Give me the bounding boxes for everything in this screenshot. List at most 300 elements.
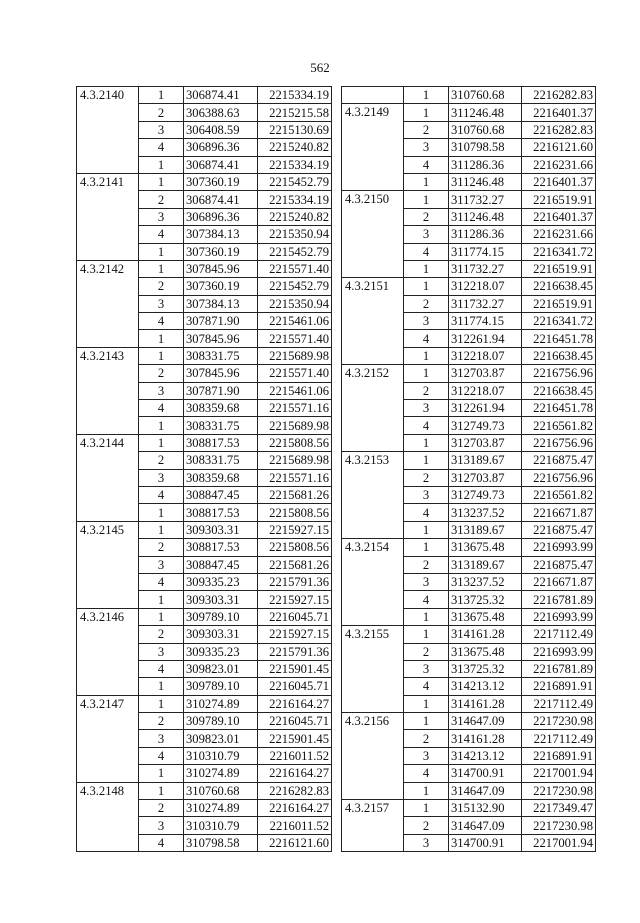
y-coordinate: 2215350.94 — [258, 295, 332, 312]
x-coordinate: 314700.91 — [449, 765, 522, 782]
y-coordinate: 2215461.06 — [258, 382, 332, 399]
x-coordinate: 314647.09 — [449, 817, 522, 834]
vertex-number: 3 — [404, 486, 449, 503]
plot-id: 4.3.2153 — [342, 452, 404, 539]
y-coordinate: 2217230.98 — [522, 782, 596, 799]
y-coordinate: 2216121.60 — [522, 139, 596, 156]
y-coordinate: 2215681.26 — [258, 556, 332, 573]
plot-id: 4.3.2155 — [342, 626, 404, 713]
x-coordinate: 307871.90 — [184, 313, 258, 330]
y-coordinate: 2215571.40 — [258, 330, 332, 347]
x-coordinate: 309335.23 — [184, 573, 258, 590]
x-coordinate: 314161.28 — [449, 695, 522, 712]
plot-id: 4.3.2145 — [77, 521, 139, 608]
y-coordinate: 2215791.36 — [258, 643, 332, 660]
page-number: 562 — [310, 60, 330, 75]
y-coordinate: 2216891.91 — [522, 678, 596, 695]
x-coordinate: 313189.67 — [449, 521, 522, 538]
vertex-number: 3 — [404, 747, 449, 764]
x-coordinate: 308331.75 — [184, 417, 258, 434]
x-coordinate: 306874.41 — [184, 191, 258, 208]
vertex-number: 3 — [404, 226, 449, 243]
vertex-number: 3 — [139, 469, 184, 486]
y-coordinate: 2217112.49 — [522, 730, 596, 747]
x-coordinate: 307384.13 — [184, 226, 258, 243]
y-coordinate: 2215901.45 — [258, 660, 332, 677]
table-row — [77, 434, 332, 451]
x-coordinate: 307845.96 — [184, 330, 258, 347]
x-coordinate: 308817.53 — [184, 504, 258, 521]
vertex-number: 4 — [404, 591, 449, 608]
vertex-number: 3 — [404, 660, 449, 677]
x-coordinate: 307845.96 — [184, 365, 258, 382]
vertex-number: 3 — [139, 295, 184, 312]
y-coordinate: 2216638.45 — [522, 382, 596, 399]
coordinate-table-right — [341, 86, 596, 852]
table-row — [77, 608, 332, 625]
y-coordinate: 2216164.27 — [258, 800, 332, 817]
plot-id: 4.3.2140 — [77, 87, 139, 174]
vertex-number: 1 — [404, 608, 449, 625]
y-coordinate: 2215927.15 — [258, 626, 332, 643]
table-row — [342, 278, 596, 295]
vertex-number: 3 — [404, 573, 449, 590]
vertex-number: 1 — [139, 173, 184, 190]
vertex-number: 2 — [139, 713, 184, 730]
vertex-number: 3 — [139, 208, 184, 225]
x-coordinate: 312749.73 — [449, 417, 522, 434]
plot-id: 4.3.2146 — [77, 608, 139, 695]
vertex-number: 4 — [139, 139, 184, 156]
vertex-number: 4 — [139, 573, 184, 590]
table-row — [342, 539, 596, 556]
vertex-number: 2 — [139, 539, 184, 556]
plot-id: 4.3.2148 — [77, 782, 139, 852]
y-coordinate: 2217112.49 — [522, 626, 596, 643]
vertex-number: 2 — [139, 365, 184, 382]
x-coordinate: 311286.36 — [449, 156, 522, 173]
y-coordinate: 2216282.83 — [258, 782, 332, 799]
x-coordinate: 310760.68 — [449, 121, 522, 138]
table-row — [77, 260, 332, 277]
vertex-number: 2 — [404, 469, 449, 486]
x-coordinate: 311286.36 — [449, 226, 522, 243]
vertex-number: 4 — [139, 747, 184, 764]
vertex-number: 1 — [139, 782, 184, 799]
vertex-number: 1 — [139, 504, 184, 521]
x-coordinate: 312749.73 — [449, 486, 522, 503]
x-coordinate: 312703.87 — [449, 434, 522, 451]
plot-id — [342, 87, 404, 104]
x-coordinate: 311246.48 — [449, 208, 522, 225]
x-coordinate: 308817.53 — [184, 539, 258, 556]
x-coordinate: 310274.89 — [184, 695, 258, 712]
y-coordinate: 2217230.98 — [522, 817, 596, 834]
x-coordinate: 308817.53 — [184, 434, 258, 451]
vertex-number: 4 — [404, 330, 449, 347]
x-coordinate: 311774.15 — [449, 243, 522, 260]
x-coordinate: 313725.32 — [449, 591, 522, 608]
y-coordinate: 2215334.19 — [258, 156, 332, 173]
vertex-number: 3 — [139, 643, 184, 660]
x-coordinate: 314647.09 — [449, 713, 522, 730]
y-coordinate: 2215808.56 — [258, 504, 332, 521]
y-coordinate: 2215927.15 — [258, 591, 332, 608]
table-row — [342, 800, 596, 817]
y-coordinate: 2216671.87 — [522, 573, 596, 590]
vertex-number: 1 — [139, 417, 184, 434]
vertex-number: 3 — [139, 121, 184, 138]
vertex-number: 2 — [139, 452, 184, 469]
y-coordinate: 2216561.82 — [522, 486, 596, 503]
x-coordinate: 307871.90 — [184, 382, 258, 399]
y-coordinate: 2216993.99 — [522, 539, 596, 556]
table-row — [342, 87, 596, 104]
vertex-number: 4 — [139, 486, 184, 503]
table-row — [342, 713, 596, 730]
table-row — [77, 347, 332, 364]
vertex-number: 4 — [139, 226, 184, 243]
vertex-number: 1 — [404, 800, 449, 817]
x-coordinate: 307845.96 — [184, 260, 258, 277]
x-coordinate: 306896.36 — [184, 208, 258, 225]
y-coordinate: 2216121.60 — [258, 834, 332, 851]
y-coordinate: 2216231.66 — [522, 226, 596, 243]
vertex-number: 4 — [404, 156, 449, 173]
y-coordinate: 2216282.83 — [522, 87, 596, 104]
y-coordinate: 2216341.72 — [522, 313, 596, 330]
x-coordinate: 310760.68 — [184, 782, 258, 799]
vertex-number: 4 — [404, 504, 449, 521]
y-coordinate: 2216401.37 — [522, 173, 596, 190]
x-coordinate: 313725.32 — [449, 660, 522, 677]
x-coordinate: 309789.10 — [184, 608, 258, 625]
vertex-number: 3 — [139, 382, 184, 399]
vertex-number: 1 — [404, 260, 449, 277]
x-coordinate: 310798.58 — [449, 139, 522, 156]
table-row — [342, 452, 596, 469]
y-coordinate: 2216875.47 — [522, 556, 596, 573]
table-row — [77, 695, 332, 712]
x-coordinate: 313675.48 — [449, 608, 522, 625]
vertex-number: 3 — [404, 139, 449, 156]
x-coordinate: 308847.45 — [184, 556, 258, 573]
y-coordinate: 2217112.49 — [522, 695, 596, 712]
vertex-number: 3 — [404, 400, 449, 417]
y-coordinate: 2216638.45 — [522, 347, 596, 364]
y-coordinate: 2216519.91 — [522, 295, 596, 312]
vertex-number: 1 — [404, 365, 449, 382]
x-coordinate: 312703.87 — [449, 469, 522, 486]
vertex-number: 2 — [404, 121, 449, 138]
vertex-number: 4 — [404, 678, 449, 695]
vertex-number: 1 — [139, 347, 184, 364]
x-coordinate: 314213.12 — [449, 678, 522, 695]
y-coordinate: 2216045.71 — [258, 713, 332, 730]
x-coordinate: 314700.91 — [449, 834, 522, 851]
x-coordinate: 308359.68 — [184, 400, 258, 417]
y-coordinate: 2216451.78 — [522, 400, 596, 417]
x-coordinate: 313189.67 — [449, 556, 522, 573]
x-coordinate: 310274.89 — [184, 765, 258, 782]
y-coordinate: 2216781.89 — [522, 591, 596, 608]
x-coordinate: 312703.87 — [449, 365, 522, 382]
vertex-number: 1 — [404, 695, 449, 712]
plot-id: 4.3.2151 — [342, 278, 404, 365]
x-coordinate: 307360.19 — [184, 278, 258, 295]
y-coordinate: 2216875.47 — [522, 452, 596, 469]
table-row — [77, 173, 332, 190]
table-row — [342, 104, 596, 121]
x-coordinate: 308331.75 — [184, 347, 258, 364]
vertex-number: 2 — [139, 800, 184, 817]
vertex-number: 3 — [139, 556, 184, 573]
y-coordinate: 2215452.79 — [258, 243, 332, 260]
vertex-number: 1 — [404, 539, 449, 556]
vertex-number: 4 — [404, 243, 449, 260]
x-coordinate: 309303.31 — [184, 591, 258, 608]
x-coordinate: 314213.12 — [449, 747, 522, 764]
x-coordinate: 311246.48 — [449, 173, 522, 190]
vertex-number: 1 — [404, 104, 449, 121]
y-coordinate: 2215240.82 — [258, 208, 332, 225]
plot-id: 4.3.2141 — [77, 173, 139, 260]
table-row — [77, 782, 332, 799]
x-coordinate: 314161.28 — [449, 730, 522, 747]
vertex-number: 1 — [404, 87, 449, 104]
x-coordinate: 310310.79 — [184, 747, 258, 764]
y-coordinate: 2216341.72 — [522, 243, 596, 260]
y-coordinate: 2216993.99 — [522, 608, 596, 625]
x-coordinate: 306408.59 — [184, 121, 258, 138]
y-coordinate: 2215452.79 — [258, 173, 332, 190]
x-coordinate: 310760.68 — [449, 87, 522, 104]
y-coordinate: 2216045.71 — [258, 608, 332, 625]
x-coordinate: 312218.07 — [449, 278, 522, 295]
x-coordinate: 306388.63 — [184, 104, 258, 121]
vertex-number: 1 — [139, 765, 184, 782]
y-coordinate: 2217230.98 — [522, 713, 596, 730]
x-coordinate: 306874.41 — [184, 87, 258, 104]
vertex-number: 1 — [139, 156, 184, 173]
y-coordinate: 2215689.98 — [258, 417, 332, 434]
y-coordinate: 2216519.91 — [522, 260, 596, 277]
vertex-number: 1 — [139, 678, 184, 695]
vertex-number: 2 — [139, 626, 184, 643]
x-coordinate: 309303.31 — [184, 626, 258, 643]
vertex-number: 1 — [404, 452, 449, 469]
y-coordinate: 2216781.89 — [522, 660, 596, 677]
vertex-number: 4 — [404, 765, 449, 782]
y-coordinate: 2215334.19 — [258, 87, 332, 104]
x-coordinate: 313675.48 — [449, 539, 522, 556]
plot-id: 4.3.2142 — [77, 260, 139, 347]
y-coordinate: 2216756.96 — [522, 365, 596, 382]
y-coordinate: 2215571.16 — [258, 469, 332, 486]
y-coordinate: 2216011.52 — [258, 817, 332, 834]
y-coordinate: 2215452.79 — [258, 278, 332, 295]
x-coordinate: 310798.58 — [184, 834, 258, 851]
vertex-number: 4 — [139, 400, 184, 417]
plot-id: 4.3.2149 — [342, 104, 404, 191]
vertex-number: 1 — [404, 626, 449, 643]
x-coordinate: 309789.10 — [184, 713, 258, 730]
x-coordinate: 313675.48 — [449, 643, 522, 660]
x-coordinate: 312261.94 — [449, 400, 522, 417]
x-coordinate: 310274.89 — [184, 800, 258, 817]
x-coordinate: 306896.36 — [184, 139, 258, 156]
y-coordinate: 2215689.98 — [258, 347, 332, 364]
vertex-number: 1 — [139, 521, 184, 538]
vertex-number: 2 — [404, 295, 449, 312]
y-coordinate: 2215571.40 — [258, 365, 332, 382]
y-coordinate: 2215350.94 — [258, 226, 332, 243]
vertex-number: 1 — [404, 278, 449, 295]
coordinate-table-left — [76, 86, 332, 852]
y-coordinate: 2215681.26 — [258, 486, 332, 503]
x-coordinate: 307360.19 — [184, 243, 258, 260]
y-coordinate: 2216519.91 — [522, 191, 596, 208]
plot-id: 4.3.2154 — [342, 539, 404, 626]
vertex-number: 2 — [404, 730, 449, 747]
x-coordinate: 309823.01 — [184, 660, 258, 677]
x-coordinate: 314161.28 — [449, 626, 522, 643]
vertex-number: 3 — [139, 730, 184, 747]
y-coordinate: 2216045.71 — [258, 678, 332, 695]
y-coordinate: 2215571.16 — [258, 400, 332, 417]
y-coordinate: 2215240.82 — [258, 139, 332, 156]
y-coordinate: 2216282.83 — [522, 121, 596, 138]
vertex-number: 1 — [139, 330, 184, 347]
y-coordinate: 2216561.82 — [522, 417, 596, 434]
y-coordinate: 2216756.96 — [522, 434, 596, 451]
vertex-number: 1 — [139, 608, 184, 625]
vertex-number: 1 — [404, 191, 449, 208]
vertex-number: 2 — [404, 382, 449, 399]
vertex-number: 3 — [404, 834, 449, 851]
x-coordinate: 314647.09 — [449, 782, 522, 799]
plot-id: 4.3.2152 — [342, 365, 404, 452]
y-coordinate: 2215334.19 — [258, 191, 332, 208]
y-coordinate: 2216451.78 — [522, 330, 596, 347]
vertex-number: 1 — [404, 347, 449, 364]
vertex-number: 2 — [139, 191, 184, 208]
x-coordinate: 311732.27 — [449, 191, 522, 208]
y-coordinate: 2216401.37 — [522, 208, 596, 225]
vertex-number: 1 — [139, 695, 184, 712]
y-coordinate: 2217001.94 — [522, 765, 596, 782]
y-coordinate: 2216875.47 — [522, 521, 596, 538]
y-coordinate: 2215901.45 — [258, 730, 332, 747]
x-coordinate: 308331.75 — [184, 452, 258, 469]
y-coordinate: 2217349.47 — [522, 800, 596, 817]
vertex-number: 1 — [404, 173, 449, 190]
x-coordinate: 309823.01 — [184, 730, 258, 747]
x-coordinate: 308359.68 — [184, 469, 258, 486]
y-coordinate: 2215689.98 — [258, 452, 332, 469]
y-coordinate: 2216993.99 — [522, 643, 596, 660]
vertex-number: 2 — [139, 104, 184, 121]
y-coordinate: 2217001.94 — [522, 834, 596, 851]
x-coordinate: 313237.52 — [449, 504, 522, 521]
table-row — [342, 626, 596, 643]
y-coordinate: 2215927.15 — [258, 521, 332, 538]
y-coordinate: 2216756.96 — [522, 469, 596, 486]
x-coordinate: 306874.41 — [184, 156, 258, 173]
x-coordinate: 309335.23 — [184, 643, 258, 660]
y-coordinate: 2215808.56 — [258, 434, 332, 451]
x-coordinate: 307384.13 — [184, 295, 258, 312]
vertex-number: 1 — [139, 87, 184, 104]
x-coordinate: 308847.45 — [184, 486, 258, 503]
x-coordinate: 310310.79 — [184, 817, 258, 834]
y-coordinate: 2216231.66 — [522, 156, 596, 173]
x-coordinate: 309789.10 — [184, 678, 258, 695]
y-coordinate: 2216891.91 — [522, 747, 596, 764]
x-coordinate: 311732.27 — [449, 295, 522, 312]
y-coordinate: 2216638.45 — [522, 278, 596, 295]
y-coordinate: 2215215.58 — [258, 104, 332, 121]
vertex-number: 1 — [404, 782, 449, 799]
x-coordinate: 311774.15 — [449, 313, 522, 330]
vertex-number: 2 — [404, 208, 449, 225]
plot-id: 4.3.2150 — [342, 191, 404, 278]
vertex-number: 1 — [139, 591, 184, 608]
vertex-number: 1 — [404, 713, 449, 730]
table-row — [342, 191, 596, 208]
y-coordinate: 2215461.06 — [258, 313, 332, 330]
plot-id: 4.3.2143 — [77, 347, 139, 434]
x-coordinate: 313189.67 — [449, 452, 522, 469]
y-coordinate: 2216401.37 — [522, 104, 596, 121]
y-coordinate: 2216671.87 — [522, 504, 596, 521]
x-coordinate: 313237.52 — [449, 573, 522, 590]
vertex-number: 1 — [139, 243, 184, 260]
x-coordinate: 311246.48 — [449, 104, 522, 121]
vertex-number: 1 — [139, 260, 184, 277]
x-coordinate: 309303.31 — [184, 521, 258, 538]
plot-id: 4.3.2147 — [77, 695, 139, 782]
vertex-number: 2 — [404, 643, 449, 660]
vertex-number: 4 — [139, 834, 184, 851]
vertex-number: 3 — [139, 817, 184, 834]
vertex-number: 3 — [404, 313, 449, 330]
vertex-number: 2 — [404, 817, 449, 834]
plot-id: 4.3.2144 — [77, 434, 139, 521]
y-coordinate: 2216011.52 — [258, 747, 332, 764]
x-coordinate: 312218.07 — [449, 382, 522, 399]
y-coordinate: 2215571.40 — [258, 260, 332, 277]
vertex-number: 1 — [139, 434, 184, 451]
vertex-number: 4 — [139, 660, 184, 677]
plot-id: 4.3.2157 — [342, 800, 404, 852]
vertex-number: 2 — [404, 556, 449, 573]
y-coordinate: 2215130.69 — [258, 121, 332, 138]
table-row — [77, 521, 332, 538]
plot-id: 4.3.2156 — [342, 713, 404, 800]
y-coordinate: 2216164.27 — [258, 695, 332, 712]
x-coordinate: 312218.07 — [449, 347, 522, 364]
y-coordinate: 2215808.56 — [258, 539, 332, 556]
x-coordinate: 307360.19 — [184, 173, 258, 190]
x-coordinate: 311732.27 — [449, 260, 522, 277]
table-row — [77, 87, 332, 104]
y-coordinate: 2215791.36 — [258, 573, 332, 590]
y-coordinate: 2216164.27 — [258, 765, 332, 782]
vertex-number: 1 — [404, 434, 449, 451]
vertex-number: 4 — [139, 313, 184, 330]
vertex-number: 4 — [404, 417, 449, 434]
